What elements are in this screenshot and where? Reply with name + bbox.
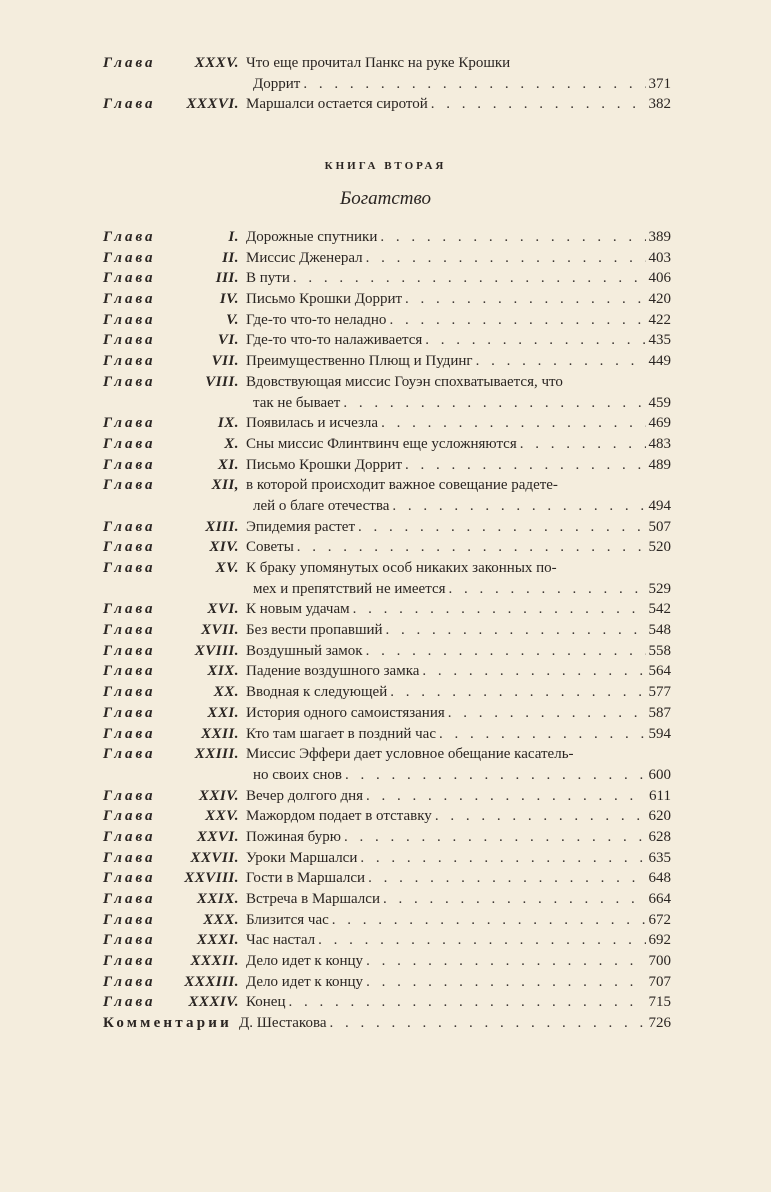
chapter-title: Эпидемия растет xyxy=(246,518,355,535)
chapter-label: Глава xyxy=(103,539,156,556)
toc-entry-line xyxy=(103,74,671,95)
dot-leader xyxy=(431,94,646,115)
toc-entry-line xyxy=(103,372,671,393)
chapter-title: Что еще прочитал Панкс на руке Крошки xyxy=(246,55,511,71)
chapter-label: Глава xyxy=(103,291,156,308)
chapter-label: Глава xyxy=(103,746,156,763)
toc-entry-line xyxy=(103,351,671,372)
page-number: 389 xyxy=(648,229,671,245)
toc-entry-line xyxy=(103,951,671,972)
page-number: 420 xyxy=(648,291,671,308)
chapter-title: Мажордом подает в отставку xyxy=(246,808,432,825)
chapter-number: XXI. xyxy=(207,704,239,721)
chapter-title: Час настал xyxy=(246,932,316,949)
toc-entry-line xyxy=(103,724,671,745)
chapter-title: мех и препятствий не имеется xyxy=(253,580,446,597)
toc-entry-line xyxy=(103,620,671,641)
chapter-label: Глава xyxy=(103,663,156,680)
book-heading: КНИГА ВТОРАЯ xyxy=(324,160,447,172)
chapter-number: XII, xyxy=(211,477,239,494)
chapter-title: Советы xyxy=(246,539,294,556)
comments-label: Комментарии xyxy=(103,1015,232,1032)
page-number: 403 xyxy=(648,249,671,266)
toc-entry-line xyxy=(103,434,671,455)
dot-leader xyxy=(422,661,645,682)
dot-leader xyxy=(380,227,645,248)
page-number: 382 xyxy=(648,96,671,113)
chapter-number: XIV. xyxy=(209,539,239,556)
chapter-label: Глава xyxy=(103,456,156,473)
dot-leader xyxy=(303,74,645,95)
book-subtitle: Богатство xyxy=(340,188,431,209)
chapter-label: Глава xyxy=(103,477,156,494)
chapter-title: Письмо Крошки Доррит xyxy=(246,291,403,308)
chapter-label: Глава xyxy=(103,994,156,1011)
chapter-number: XX. xyxy=(213,684,239,701)
dot-leader xyxy=(425,330,645,351)
dot-leader xyxy=(386,620,646,641)
page-number: 507 xyxy=(648,518,671,535)
toc-entry-line xyxy=(103,289,671,310)
chapter-title: В пути xyxy=(246,270,290,287)
dot-leader xyxy=(366,786,646,807)
chapter-number: III. xyxy=(215,270,239,287)
page-number: 548 xyxy=(648,622,671,639)
toc-entry-line xyxy=(103,972,671,993)
chapter-label: Глава xyxy=(103,870,156,887)
chapter-title: Появилась и исчезла xyxy=(246,415,379,432)
dot-leader xyxy=(293,268,646,289)
chapter-title: Вводная к следующей xyxy=(246,684,388,701)
chapter-number: VI. xyxy=(217,332,239,349)
dot-leader xyxy=(366,951,645,972)
toc-entry-line xyxy=(103,475,671,496)
chapter-number: XXVIII. xyxy=(184,870,239,887)
chapter-label: Глава xyxy=(103,353,156,370)
page-number: 469 xyxy=(648,415,671,432)
chapter-number: VIII. xyxy=(205,373,239,390)
dot-leader xyxy=(345,765,646,786)
page-number: 520 xyxy=(648,539,671,556)
chapter-number: XXIV. xyxy=(198,787,239,804)
page-number: 577 xyxy=(648,684,671,701)
chapter-number: I. xyxy=(228,229,239,245)
toc-entry-line xyxy=(103,393,671,414)
chapter-label: Глава xyxy=(103,684,156,701)
dot-leader xyxy=(392,496,645,517)
toc-entry-line xyxy=(103,641,671,662)
toc-part-two xyxy=(103,227,671,1034)
toc-entry-line xyxy=(103,537,671,558)
dot-leader xyxy=(368,868,645,889)
dot-leader xyxy=(330,1013,646,1034)
dot-leader xyxy=(390,682,645,703)
chapter-number: XVII. xyxy=(201,622,239,639)
chapter-number: IX. xyxy=(217,415,239,432)
chapter-title: Дорожные спутники xyxy=(246,229,378,245)
dot-leader xyxy=(476,351,646,372)
toc-entry-line xyxy=(103,848,671,869)
chapter-label: Глава xyxy=(103,787,156,804)
toc-entry-line xyxy=(103,330,671,351)
chapter-number: VII. xyxy=(211,353,239,370)
chapter-number: XVIII. xyxy=(194,642,239,659)
chapter-title: Преимущественно Плющ и Пудинг xyxy=(246,353,473,370)
toc-entry-line xyxy=(103,496,671,517)
page-number: 620 xyxy=(648,808,671,825)
chapter-number: II. xyxy=(222,249,239,266)
page-number: 672 xyxy=(648,911,671,928)
toc-entry-line xyxy=(103,227,671,248)
chapter-title: Миссис Эффери дает условное обещание касатель- xyxy=(246,746,574,763)
toc-entry-line xyxy=(103,599,671,620)
chapter-title: Без вести пропавший xyxy=(246,622,383,639)
dot-leader xyxy=(318,930,645,951)
page-number: 587 xyxy=(648,704,671,721)
dot-leader xyxy=(448,703,646,724)
page-number: 628 xyxy=(648,828,671,845)
page-number: 435 xyxy=(648,332,671,349)
chapter-number: XXVI. xyxy=(196,828,239,845)
toc-entry-line xyxy=(103,806,671,827)
chapter-title: Уроки Маршалси xyxy=(246,849,358,866)
chapter-label: Глава xyxy=(103,518,156,535)
chapter-label: Глава xyxy=(103,560,156,576)
chapter-number: XIII. xyxy=(205,518,239,535)
page-number: 600 xyxy=(648,766,671,783)
toc-entry-line xyxy=(103,661,671,682)
chapter-label: Глава xyxy=(103,229,156,245)
chapter-label: Глава xyxy=(103,311,156,328)
chapter-title: Конец xyxy=(246,994,286,1011)
chapter-number: XI. xyxy=(217,456,239,473)
chapter-number: XVI. xyxy=(207,601,239,618)
chapter-label: Глава xyxy=(103,55,156,71)
chapter-title: так не бывает xyxy=(253,394,341,411)
toc-entry-line xyxy=(103,268,671,289)
toc-entry-line xyxy=(103,786,671,807)
chapter-number: XXII. xyxy=(201,725,239,742)
chapter-label: Глава xyxy=(103,849,156,866)
chapter-label: Глава xyxy=(103,332,156,349)
chapter-label: Глава xyxy=(103,704,156,721)
chapter-title: Где-то что-то налаживается xyxy=(246,332,423,349)
dot-leader xyxy=(381,413,645,434)
chapter-label: Глава xyxy=(103,973,156,990)
toc-entry-line xyxy=(103,827,671,848)
toc-entry-line xyxy=(103,53,671,74)
chapter-title: К новым удачам xyxy=(246,601,350,618)
chapter-title: Пожиная бурю xyxy=(246,828,341,845)
chapter-number: XXIII. xyxy=(194,746,239,763)
dot-leader xyxy=(358,517,646,538)
chapter-number: XXXVI. xyxy=(186,96,239,113)
dot-leader xyxy=(366,248,646,269)
page-number: 422 xyxy=(648,311,671,328)
dot-leader xyxy=(449,579,646,600)
dot-leader xyxy=(344,827,646,848)
chapter-label: Глава xyxy=(103,808,156,825)
dot-leader xyxy=(332,910,646,931)
dot-leader xyxy=(439,724,646,745)
chapter-label: Глава xyxy=(103,96,156,113)
chapter-label: Глава xyxy=(103,953,156,970)
page-number: 692 xyxy=(648,932,671,949)
chapter-number: XXIX. xyxy=(196,891,239,907)
toc-entry-line xyxy=(103,94,671,115)
chapter-number: XXXII. xyxy=(190,953,239,970)
page-number: 459 xyxy=(648,394,671,411)
chapter-title: но своих снов xyxy=(253,766,342,783)
chapter-number: XXVII. xyxy=(190,849,239,866)
chapter-title: в которой происходит важное совещание радете- xyxy=(246,477,558,494)
chapter-number: XXXIV. xyxy=(188,994,239,1011)
page-number: 371 xyxy=(648,75,671,92)
dot-leader xyxy=(435,806,646,827)
chapter-label: Глава xyxy=(103,601,156,618)
dot-leader xyxy=(288,992,645,1013)
chapter-label: Глава xyxy=(103,415,156,432)
page-number: 726 xyxy=(648,1015,671,1032)
page-number: 406 xyxy=(648,270,671,287)
page-number: 648 xyxy=(648,870,671,887)
chapter-label: Глава xyxy=(103,435,156,452)
chapter-title: Сны миссис Флинтвинч еще усложняются xyxy=(246,435,517,452)
chapter-label: Глава xyxy=(103,725,156,742)
toc-entry-line xyxy=(103,744,671,765)
page-number: 635 xyxy=(648,849,671,866)
toc-part-one-tail xyxy=(103,53,671,115)
chapter-title: Воздушный замок xyxy=(246,642,363,659)
chapter-label: Глава xyxy=(103,828,156,845)
page-number: 707 xyxy=(648,973,671,990)
chapter-title: Встреча в Маршалси xyxy=(246,891,380,907)
dot-leader xyxy=(366,972,645,993)
chapter-number: XXXV. xyxy=(194,55,239,71)
chapter-number: XXV. xyxy=(205,808,239,825)
chapter-label: Глава xyxy=(103,891,156,907)
toc-entry-line xyxy=(103,992,671,1013)
toc-entry-line xyxy=(103,558,671,579)
chapter-label: Глава xyxy=(103,622,156,639)
toc-entry-line xyxy=(103,455,671,476)
chapter-title: Дело идет к концу xyxy=(246,973,364,990)
dot-leader xyxy=(383,889,646,910)
chapter-label: Глава xyxy=(103,642,156,659)
dot-leader xyxy=(405,289,645,310)
chapter-title: Дело идет к концу xyxy=(246,953,364,970)
dot-leader xyxy=(360,848,645,869)
chapter-title: К браку упомянутых особ никаких законных по- xyxy=(246,560,557,576)
dot-leader xyxy=(366,641,646,662)
toc-entry-line xyxy=(103,413,671,434)
chapter-title: Доррит xyxy=(253,75,301,92)
dot-leader xyxy=(405,455,645,476)
page-number: 529 xyxy=(648,580,671,597)
chapter-number: XV. xyxy=(215,560,239,576)
comments-author: Д. Шестакова xyxy=(238,1015,327,1032)
chapter-title: Миссис Дженерал xyxy=(246,249,363,266)
toc-entry-line xyxy=(103,310,671,331)
toc-entry-line xyxy=(103,868,671,889)
chapter-number: XXXIII. xyxy=(184,973,239,990)
page-number: 664 xyxy=(648,891,671,907)
toc-entry-line xyxy=(103,517,671,538)
chapter-title: лей о благе отечества xyxy=(253,497,390,514)
chapter-label: Глава xyxy=(103,270,156,287)
toc-entry-line xyxy=(103,889,671,910)
toc-entry-line xyxy=(103,579,671,600)
page-number: 489 xyxy=(648,456,671,473)
toc-entry-comments xyxy=(103,1013,671,1034)
chapter-label: Глава xyxy=(103,932,156,949)
dot-leader xyxy=(389,310,645,331)
toc-entry-line xyxy=(103,910,671,931)
chapter-number: XXX. xyxy=(203,911,239,928)
toc-entry-line xyxy=(103,765,671,786)
chapter-title: Падение воздушного замка xyxy=(246,663,420,680)
dot-leader xyxy=(297,537,646,558)
chapter-title: Вечер долгого дня xyxy=(246,787,364,804)
chapter-title: Кто там шагает в поздний час xyxy=(246,725,436,742)
chapter-number: XXXI. xyxy=(196,932,239,949)
chapter-title: Вдовствующая миссис Гоуэн спохватывается, что xyxy=(246,373,563,390)
page-number: 594 xyxy=(648,725,671,742)
toc-entry-line xyxy=(103,703,671,724)
page-number: 700 xyxy=(648,953,671,970)
chapter-label: Глава xyxy=(103,249,156,266)
chapter-title: История одного самоистязания xyxy=(246,704,445,721)
dot-leader xyxy=(343,393,645,414)
chapter-number: X. xyxy=(224,435,239,452)
page-number: 715 xyxy=(648,994,671,1011)
page-number: 611 xyxy=(649,787,671,804)
chapter-label: Глава xyxy=(103,911,156,928)
toc-entry-line xyxy=(103,930,671,951)
chapter-title: Близится час xyxy=(246,911,329,928)
page-number: 542 xyxy=(648,601,671,618)
chapter-label: Глава xyxy=(103,373,156,390)
page-number: 558 xyxy=(648,642,671,659)
toc-entry-line xyxy=(103,682,671,703)
chapter-number: V. xyxy=(226,311,239,328)
chapter-title: Письмо Крошки Доррит xyxy=(246,456,403,473)
page-number: 449 xyxy=(648,353,671,370)
page-number: 483 xyxy=(648,435,671,452)
page-number: 494 xyxy=(648,497,671,514)
chapter-title: Маршалси остается сиротой xyxy=(246,96,428,113)
dot-leader xyxy=(520,434,646,455)
chapter-title: Гости в Маршалси xyxy=(246,870,366,887)
toc-entry-line xyxy=(103,248,671,269)
chapter-number: IV. xyxy=(219,291,239,308)
chapter-number: XIX. xyxy=(207,663,239,680)
dot-leader xyxy=(353,599,646,620)
chapter-title: Где-то что-то неладно xyxy=(246,311,387,328)
page-number: 564 xyxy=(648,663,671,680)
